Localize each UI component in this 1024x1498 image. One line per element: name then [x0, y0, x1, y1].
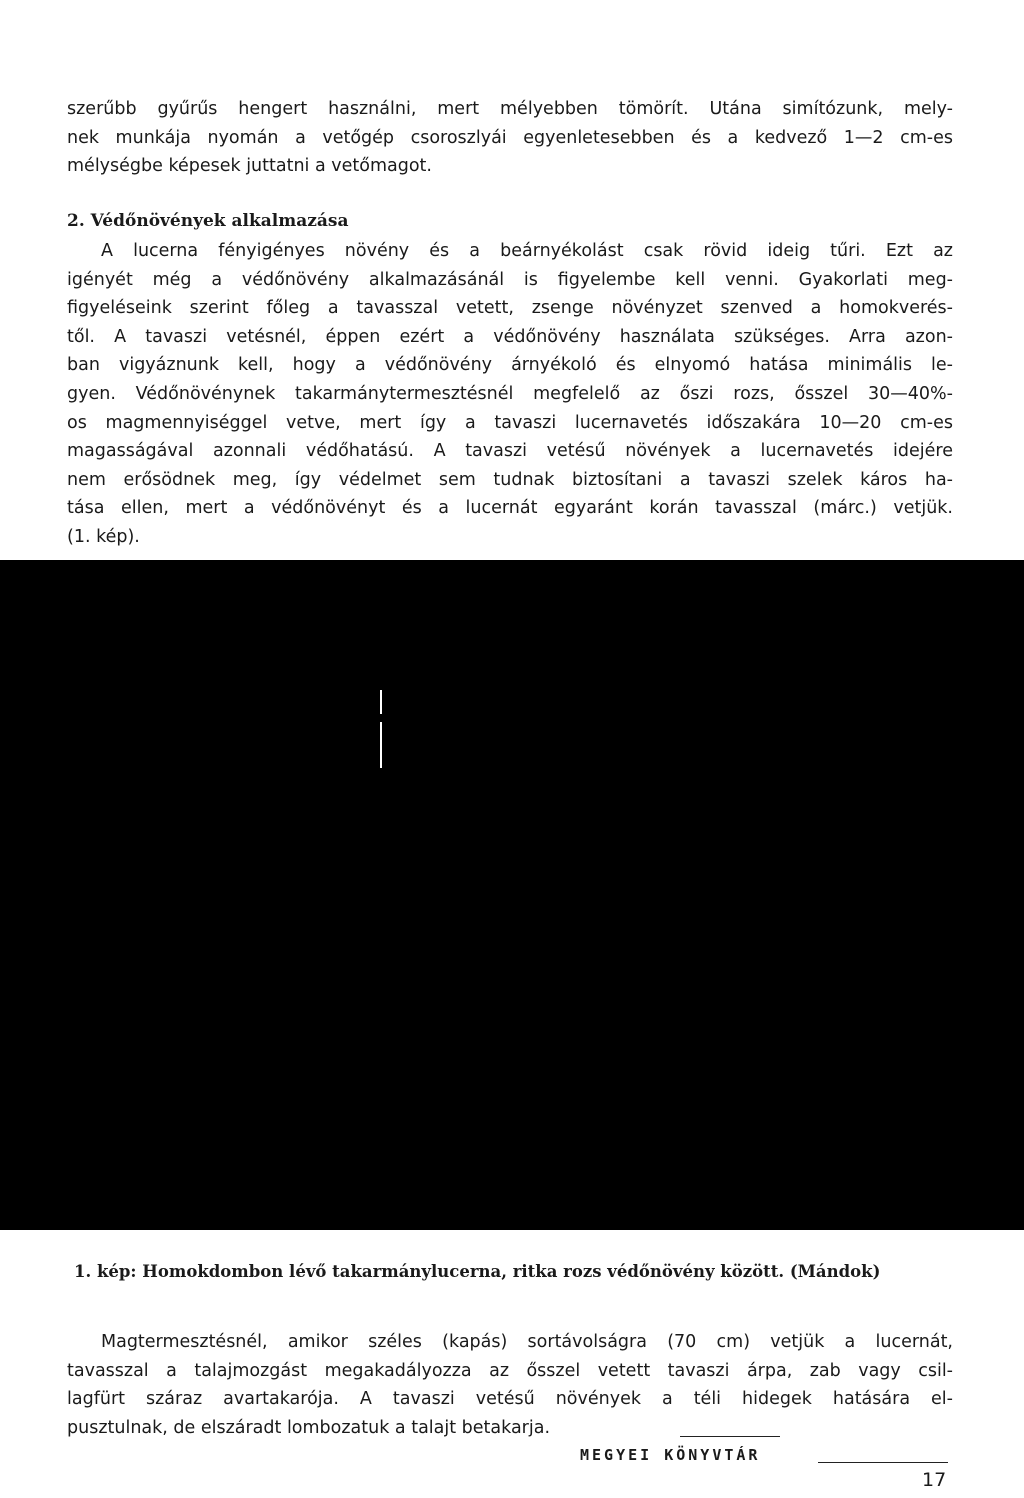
page-number: 17 [922, 1469, 947, 1491]
paragraph-2 [67, 237, 953, 552]
library-stamp: MEGYEI KÖNYVTÁR [580, 1446, 761, 1464]
paragraph-2-line: től. A tavaszi vetésnél, éppen ezért a védőnövény használata szükséges. Arra azon- [67, 326, 953, 347]
paragraph-2-line: igényét még a védőnövény alkalmazásánál is figyelembe kell venni. Gyakorlati meg- [67, 269, 953, 290]
photo-highlight [380, 722, 382, 768]
paragraph-1-line: nek munkája nyomán a vetőgép csoroszlyái egyenletesebben és a kedvező 1—2 cm-es [67, 127, 953, 148]
paragraph-2-line: A lucerna fényigényes növény és a beárnyékolást csak rövid ideig tűri. Ezt az [101, 241, 953, 261]
paragraph-2-line: os magmennyiséggel vetve, mert így a tavaszi lucernavetés időszakára 10—20 cm-es [67, 412, 953, 433]
paragraph-2-line: tása ellen, mert a védőnövényt és a lucernát egyaránt korán tavasszal (márc.) vetjük. [67, 498, 953, 519]
paragraph-1 [67, 95, 953, 181]
paragraph-3 [67, 1328, 953, 1442]
stamp-rule [680, 1436, 780, 1437]
paragraph-2-line: magasságával azonnali védőhatású. A tavaszi vetésű növények a lucernavetés idejére [67, 441, 953, 462]
paragraph-2-line: figyeléseink szerint főleg a tavasszal vetett, zsenge növényzet szenved a homokverés- [67, 298, 953, 319]
paragraph-2-line: nem erősödnek meg, így védelmet sem tudnak biztosítani a tavaszi szelek káros ha- [67, 469, 953, 490]
paragraph-1-line: szerűbb gyűrűs hengert használni, mert mélyebben tömörít. Utána simítózunk, mely- [67, 99, 953, 119]
page-number-rule [818, 1462, 948, 1463]
paragraph-2-line: ban vigyáznunk kell, hogy a védőnövény árnyékoló és elnyomó hatása minimális le- [67, 355, 953, 376]
paragraph-2-line: gyen. Védőnövénynek takarmánytermesztésnél megfelelő az őszi rozs, ősszel 30—40%- [67, 383, 953, 404]
paragraph-2-line: (1. kép). [67, 526, 140, 547]
paragraph-1-line: mélységbe képesek juttatni a vetőmagot. [67, 156, 432, 177]
figure-caption: 1. kép: Homokdombon lévő takarmánylucerna, ritka rozs védőnövény között. (Mándok) [74, 1262, 881, 1281]
paragraph-3-line: Magtermesztésnél, amikor széles (kapás) sortávolságra (70 cm) vetjük a lucernát, [101, 1332, 953, 1352]
paragraph-3-line: tavasszal a talajmozgást megakadályozza az ősszel vetett tavaszi árpa, zab vagy csil- [67, 1360, 953, 1381]
paragraph-3-line: pusztulnak, de elszáradt lombozatuk a talajt betakarja. [67, 1417, 551, 1438]
photo-highlight [380, 690, 382, 714]
photo-figure [0, 560, 1024, 1230]
paragraph-3-line: lagfürt száraz avartakarója. A tavaszi vetésű növények a téli hidegek hatására el- [67, 1389, 953, 1410]
section-heading: 2. Védőnövények alkalmazása [67, 211, 349, 231]
